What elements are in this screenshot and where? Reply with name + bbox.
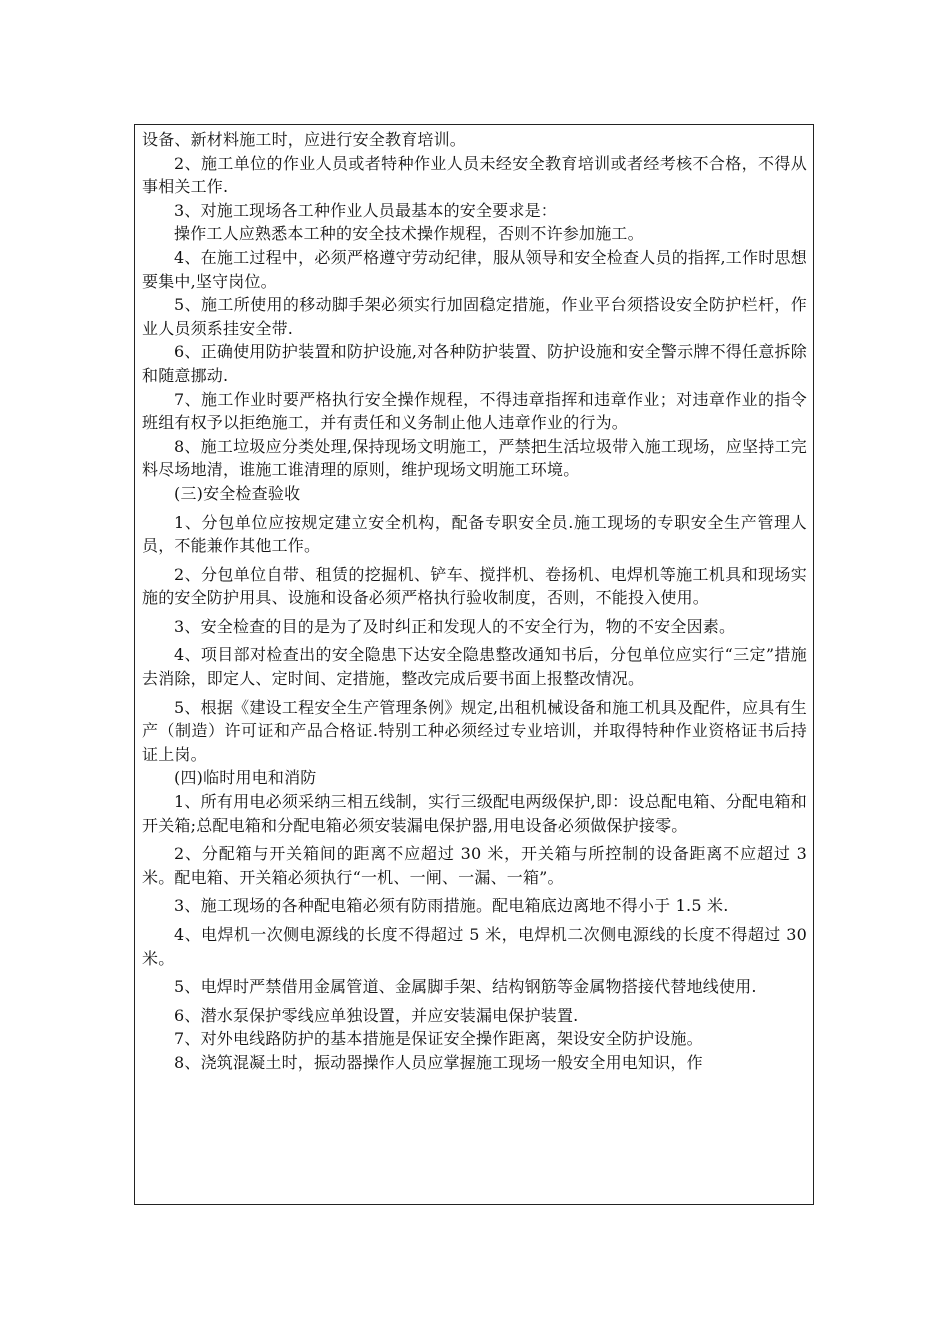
paragraph: 1、所有用电必须采纳三相五线制，实行三级配电两级保护,即：设总配电箱、分配电箱和开关箱;总配电箱和分配电箱必须安装漏电保护器,用电设备必须做保护接零。 [142,792,807,835]
paragraph: 设备、新材料施工时，应进行安全教育培训。 [142,130,467,149]
paragraph: 3、对施工现场各工种作业人员最基本的安全要求是： [174,200,557,220]
paragraph: 5、施工所使用的移动脚手架必须实行加固稳定措施，作业平台须搭设安全防护栏杆，作业人员须系挂安全带. [142,295,807,338]
paragraph: 8、施工垃圾应分类处理,保持现场文明施工，严禁把生活垃圾带入施工现场，应坚持工完料尽场地清，谁施工谁清理的原则，维护现场文明施工环境。 [142,436,807,480]
paragraph: 3、安全检查的目的是为了及时纠正和发现人的不安全行为，物的不安全因素。 [174,616,736,636]
paragraph: 1、分包单位应按规定建立安全机构，配备专职安全员.施工现场的专职安全生产管理人员，不能兼作其他工作。 [142,512,807,556]
paragraph: 6、正确使用防护装置和防护设施,对各种防护装置、防护设施和安全警示牌不得任意拆除和随意挪动. [142,342,807,385]
paragraph: 4、在施工过程中，必须严格遵守劳动纪律，服从领导和安全检查人员的指挥,工作时思想要集中,坚守岗位。 [142,247,807,291]
document-frame [134,124,814,1205]
paragraph: 5、根据《建设工程安全生产管理条例》规定,出租机械设备和施工机具及配件，应具有生产（制造）许可证和产品合格证.特别工种必须经过专业培训，并取得特种作业资格证书后持证上岗。 [142,697,807,764]
document-body [142,128,807,1075]
paragraph: 3、施工现场的各种配电箱必须有防雨措施。配电箱底边离地不得小于 1.5 米. [174,896,729,916]
paragraph: 6、潜水泵保护零线应单独设置，并应安装漏电保护装置. [174,1005,579,1025]
paragraph: 2、分配箱与开关箱间的距离不应超过 30 米，开关箱与所控制的设备距离不应超过 3 米。配电箱、开关箱必须执行“一机、一闸、一漏、一箱”。 [142,844,807,887]
paragraph: (四)临时用电和消防 [174,768,317,788]
paragraph: 2、施工单位的作业人员或者特种作业人员未经安全教育培训或者经考核不合格，不得从事相关工作. [142,153,807,197]
paragraph: 4、项目部对检查出的安全隐患下达安全隐患整改通知书后，分包单位应实行“三定”措施去消除，即定人、定时间、定措施，整改完成后要书面上报整改情况。 [142,645,807,689]
paragraph: 5、电焊时严禁借用金属管道、金属脚手架、结构钢筋等金属物搭接代替地线使用. [174,977,757,997]
paragraph: 7、对外电线路防护的基本措施是保证安全操作距离，架设安全防护设施。 [174,1029,703,1049]
paragraph: 操作工人应熟悉本工种的安全技术操作规程，否则不许参加施工。 [174,224,644,244]
paragraph: (三)安全检查验收 [174,483,301,503]
paragraph: 4、电焊机一次侧电源线的长度不得超过 5 米，电焊机二次侧电源线的长度不得超过 30 米。 [142,925,807,968]
paragraph: 2、分包单位自带、租赁的挖掘机、铲车、搅拌机、卷扬机、电焊机等施工机具和现场实施的安全防护用具、设施和设备必须严格执行验收制度，否则，不能投入使用。 [142,564,807,608]
paragraph: 7、施工作业时要严格执行安全操作规程，不得违章指挥和违章作业；对违章作业的指令班组有权予以拒绝施工，并有责任和义务制止他人违章作业的行为。 [142,389,807,433]
paragraph: 8、浇筑混凝土时，振动器操作人员应掌握施工现场一般安全用电知识，作 [174,1052,703,1072]
